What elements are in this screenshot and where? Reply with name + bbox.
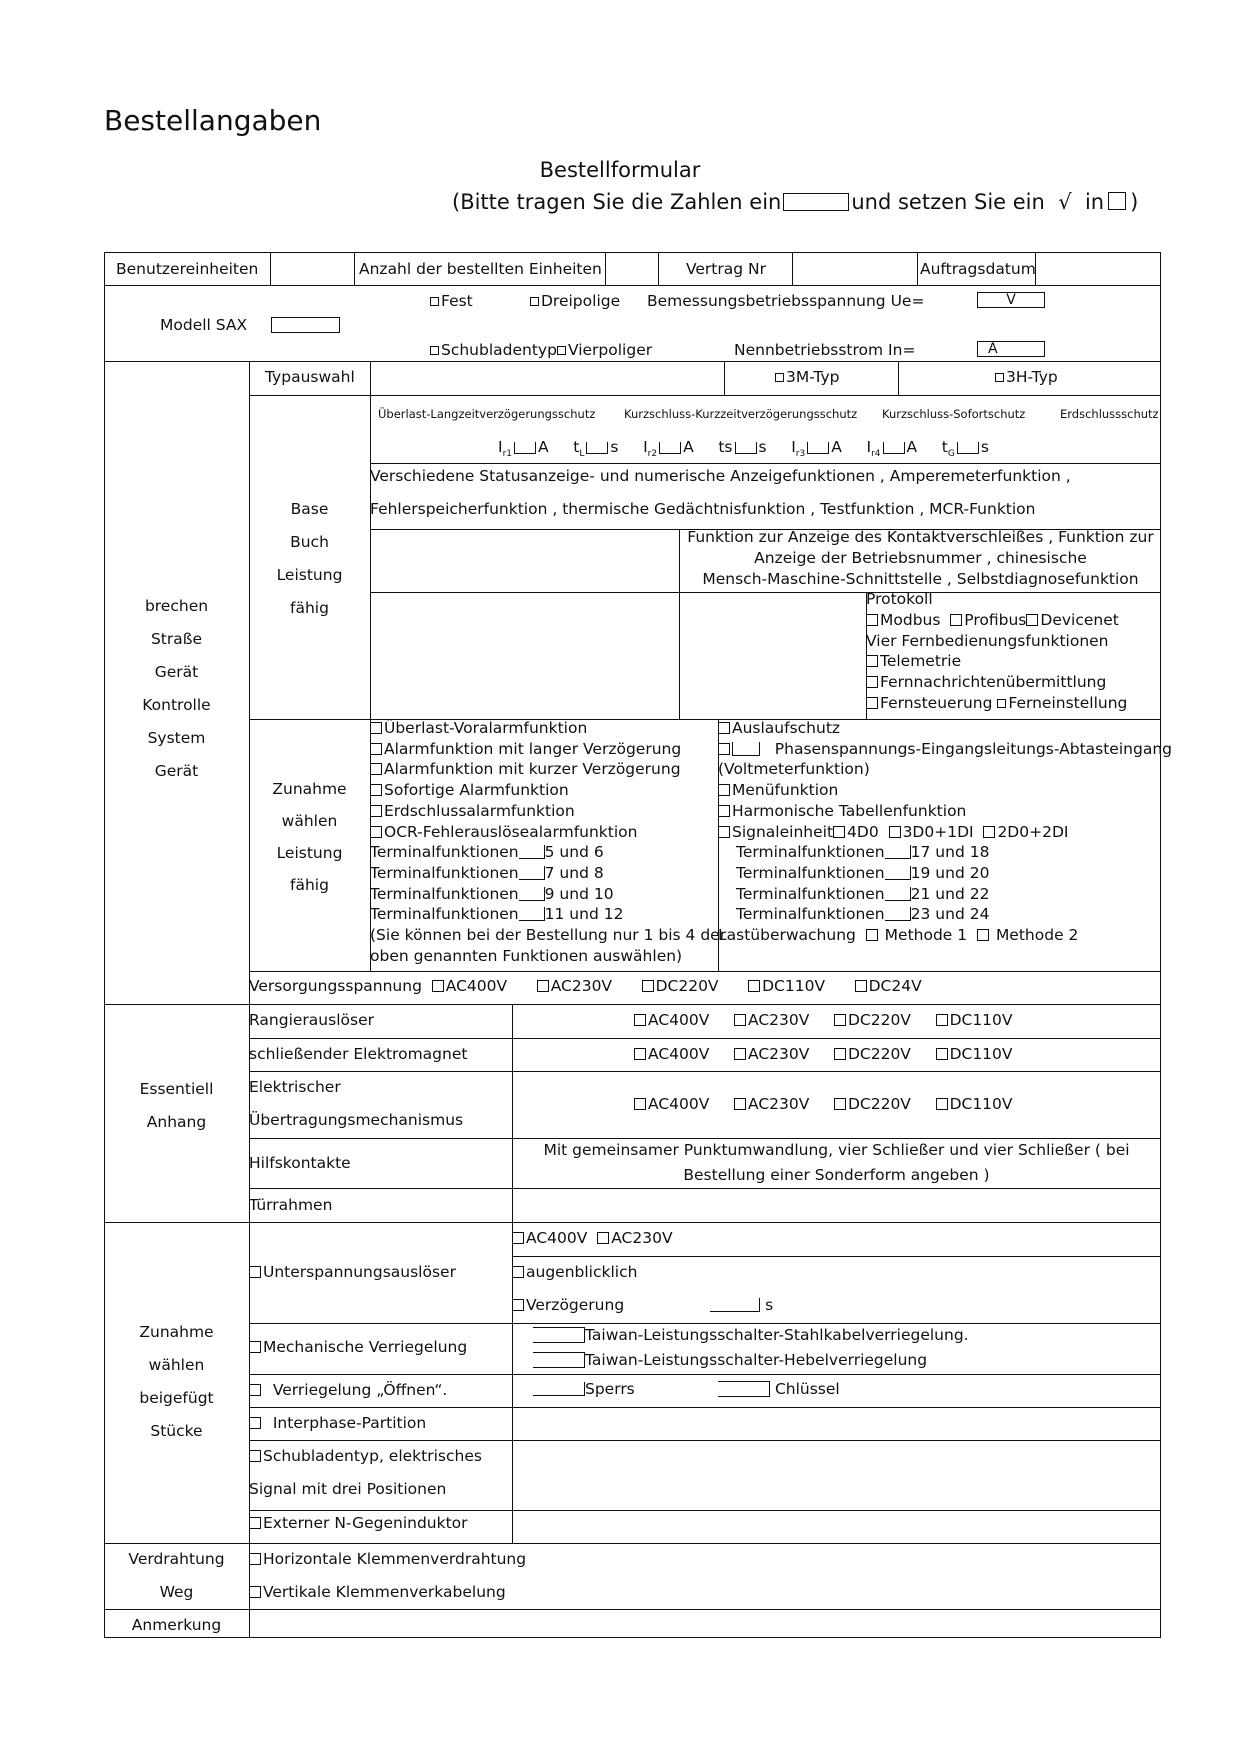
vertical-wiring-option[interactable]: Vertikale Klemmenverkabelung	[249, 1583, 506, 1602]
order-date-input[interactable]	[1037, 254, 1157, 283]
model-input[interactable]	[271, 317, 340, 333]
base-function-label: Base Buch Leistung fähig	[276, 500, 343, 617]
protocol-block	[866, 589, 1127, 714]
remote-setting-option: Ferneinstellung	[1008, 693, 1128, 712]
motor-mechanism-line1: Elektrischer	[249, 1078, 341, 1096]
modbus-option: Modbus	[880, 610, 941, 629]
checkbox-icon[interactable]	[634, 1048, 646, 1060]
checkbox-icon[interactable]	[249, 1517, 261, 1529]
checkbox-icon[interactable]	[866, 655, 878, 667]
tl-input[interactable]	[586, 442, 608, 454]
checkbox-icon[interactable]	[249, 1417, 261, 1429]
terminal-input[interactable]	[519, 907, 545, 921]
checkbox-icon[interactable]	[249, 1384, 261, 1396]
checkbox-icon[interactable]	[537, 980, 549, 992]
checkbox-icon[interactable]	[1026, 614, 1038, 626]
checkbox-icon[interactable]	[748, 980, 760, 992]
checkbox-icon[interactable]	[249, 1266, 261, 1278]
terminal-input[interactable]	[519, 887, 545, 901]
delay-input[interactable]	[710, 1298, 760, 1312]
lock-option[interactable]: Sperrs	[533, 1380, 635, 1399]
checkbox-icon[interactable]	[370, 826, 382, 838]
essential-side-label: Essentiell Anhang	[139, 1080, 214, 1131]
rated-voltage-label: Bemessungsbetriebsspannung Ue=	[647, 292, 925, 310]
checkbox-icon[interactable]	[775, 373, 784, 382]
remark-input[interactable]	[251, 1611, 1159, 1636]
external-n-option[interactable]: Externer N-Gegeninduktor	[249, 1514, 468, 1533]
checkbox-icon[interactable]	[370, 805, 382, 817]
checkbox-icon[interactable]	[995, 373, 1004, 382]
lever-interlock-option[interactable]: Taiwan-Leistungsschalter-Hebelverriegelung	[533, 1351, 927, 1370]
ir1-input[interactable]	[514, 442, 536, 454]
checkbox-icon[interactable]	[855, 980, 867, 992]
phase-input[interactable]	[732, 742, 760, 756]
protection-earth-fault: Erdschlussschutz	[1060, 407, 1159, 421]
door-frame-label: Türrahmen	[249, 1196, 333, 1214]
page-heading: Bestellangaben	[104, 104, 322, 137]
checkbox-icon[interactable]	[977, 929, 989, 941]
checkbox-sample-icon	[1108, 192, 1126, 210]
terminal-input[interactable]	[885, 887, 911, 901]
checkbox-icon[interactable]	[718, 722, 730, 734]
ir2-input[interactable]	[659, 442, 681, 454]
checkbox-icon[interactable]	[512, 1232, 524, 1244]
checkbox-icon[interactable]	[430, 297, 439, 306]
checkbox-icon[interactable]	[249, 1450, 261, 1462]
rated-current-label: Nennbetriebsstrom In=	[734, 341, 916, 359]
checkbox-icon[interactable]	[432, 980, 444, 992]
optional-left-list: Überlast-Voralarmfunktion Alarmfunktion mit langer Verzögerung Alarmfunktion mit kurzer Verzögerung Sofortige Alarmfunktion Erdschlussalarmfunktion OCR-Fehlerauslösealarmfunktion Terminalfunktionen 5 und 6 Terminalfunktionen 7 und 8 Terminalfunktionen 9 und 10 Terminalfunktionen 11 und 12 (Sie können bei der Bestellung nur 1 bis 4 der oben genannten Funktionen auswählen)	[370, 719, 727, 965]
status-functions-line1: Verschiedene Statusanzeige- und numerische Anzeigefunktionen , Amperemeterfunktion ,	[370, 467, 1071, 485]
shunt-release-label: Rangierauslöser	[249, 1011, 374, 1029]
checkbox-icon[interactable]	[834, 1098, 846, 1110]
terminal-input[interactable]	[885, 866, 911, 880]
instruction-part2: und setzen Sie ein	[851, 190, 1045, 214]
contract-no-input[interactable]	[794, 254, 914, 283]
fixed-option[interactable]: Fest	[430, 292, 473, 311]
order-date-label: Auftragsdatum	[920, 260, 1036, 278]
drawer-option[interactable]: Schubladentyp Vierpoliger	[430, 341, 652, 360]
type-select-label: Typauswahl	[265, 368, 355, 386]
checkbox-icon[interactable]	[512, 1299, 524, 1311]
delay-option[interactable]: Verzögerung s	[512, 1296, 773, 1315]
checkbox-icon[interactable]	[642, 980, 654, 992]
model-label: Modell SAX	[160, 316, 248, 334]
telemetry-option: Telemetrie	[880, 652, 962, 671]
terminal-input[interactable]	[519, 845, 545, 859]
undervoltage-option[interactable]: Unterspannungsauslöser	[249, 1263, 456, 1282]
contract-no-label: Vertrag Nr	[686, 260, 766, 278]
checkbox-icon[interactable]	[866, 676, 878, 688]
ts-input[interactable]	[735, 442, 757, 454]
checkbox-icon[interactable]	[634, 1014, 646, 1026]
checkbox-icon[interactable]	[936, 1048, 948, 1060]
user-units-input[interactable]	[272, 254, 352, 283]
tg-input[interactable]	[957, 442, 979, 454]
checkbox-icon[interactable]	[557, 346, 566, 355]
checkbox-icon[interactable]	[889, 826, 901, 838]
drawer-signal-line2: Signal mit drei Positionen	[249, 1480, 447, 1498]
optional-function-label: Zunahme wählen Leistung fähig	[272, 780, 347, 894]
checkbox-icon[interactable]	[734, 1014, 746, 1026]
terminal-input[interactable]	[885, 845, 911, 859]
shunt-voltage-options: AC400V AC230V DC220V DC110V	[634, 1011, 1013, 1030]
rated-voltage-input[interactable]: V	[977, 292, 1045, 308]
checkbox-icon[interactable]	[718, 826, 730, 838]
horizontal-wiring-option[interactable]: Horizontale Klemmenverdrahtung	[249, 1550, 526, 1569]
checkbox-icon[interactable]	[370, 763, 382, 775]
checkbox-icon[interactable]	[734, 1098, 746, 1110]
terminal-input[interactable]	[885, 907, 911, 921]
checkbox-icon[interactable]	[834, 1014, 846, 1026]
protection-instant: Kurzschluss-Sofortschutz	[882, 407, 1026, 421]
lock-input[interactable]	[533, 1382, 585, 1396]
checkbox-icon[interactable]	[997, 699, 1006, 708]
protection-short-delay: Kurzschluss-Kurzzeitverzögerungsschutz	[624, 407, 858, 421]
wear-functions: Funktion zur Anzeige des Kontaktverschleißes , Funktion zur Anzeige der Betriebsnummer , chinesische Mensch-Maschine-Schnittstelle , Selbstdiagnosefunktion	[687, 528, 1154, 588]
remote-control-option: Fernsteuerung	[880, 693, 993, 712]
ir4-input[interactable]	[883, 442, 905, 454]
interphase-option[interactable]: Interphase-Partition	[249, 1414, 426, 1433]
lever-interlock-input[interactable]	[533, 1352, 585, 1368]
instant-option[interactable]: augenblicklich	[512, 1263, 637, 1282]
number-blank-sample	[783, 193, 849, 211]
protection-long-delay: Überlast-Langzeitverzögerungsschutz	[378, 407, 596, 421]
checkbox-icon[interactable]	[950, 614, 962, 626]
selection-note-line1: (Sie können bei der Bestellung nur 1 bis 4 der	[370, 926, 727, 945]
optional-right-list: Auslaufschutz Phasenspannungs-Eingangsleitungs-Abtasteingang (Voltmeterfunktion) Menüfunktion Harmonische Tabellenfunktion Signaleinheit 4D0 3D0+1DI 2D0+2DI Terminalfunktionen 17 und 18 Terminalfunktionen 19 und 20 Terminalfunktionen 21 und 22 Terminalfunktionen 23 und 24 Lastüberwachung Methode 1 Methode 2	[718, 719, 1172, 945]
aux-contacts-label: Hilfskontakte	[249, 1154, 351, 1172]
checkbox-icon[interactable]	[936, 1098, 948, 1110]
open-lock-option[interactable]: Verriegelung „Öffnen“.	[249, 1381, 447, 1400]
type-3m-option[interactable]: 3M-Typ	[775, 368, 839, 387]
checkbox-icon[interactable]	[833, 826, 845, 838]
three-pole-option[interactable]: Dreipolige	[530, 292, 620, 311]
aux-contacts-text: Mit gemeinsamer Punktumwandlung, vier Schließer und vier Schließer ( bei Bestellung einer Sonderform angeben )	[543, 1141, 1130, 1184]
controller-side-label: brechen Straße Gerät Kontrolle System Gerät	[142, 597, 211, 780]
checkbox-icon[interactable]	[530, 297, 539, 306]
key-option[interactable]: Chlüssel	[718, 1380, 840, 1399]
checkbox-icon[interactable]	[866, 697, 878, 709]
closing-magnet-label: schließender Elektromagnet	[249, 1045, 468, 1063]
checkbox-icon[interactable]	[249, 1341, 261, 1353]
user-units-label: Benutzereinheiten	[116, 260, 259, 278]
undervoltage-voltage: AC400V AC230V	[512, 1229, 673, 1248]
ir3-input[interactable]	[807, 442, 829, 454]
selection-note-line2: oben genannten Funktionen auswählen)	[370, 946, 683, 965]
instruction-part4: )	[1130, 190, 1139, 214]
rated-current-input[interactable]: A	[977, 341, 1045, 357]
checkbox-icon[interactable]	[718, 805, 730, 817]
devicenet-option: Devicenet	[1040, 610, 1119, 629]
checkmark-icon: √	[1058, 190, 1072, 214]
instruction-part3: in	[1084, 190, 1105, 214]
checkbox-icon[interactable]	[597, 1232, 609, 1244]
checkbox-icon[interactable]	[249, 1586, 261, 1598]
protocol-label: Protokoll	[866, 590, 933, 608]
checkbox-icon[interactable]	[512, 1266, 524, 1278]
supply-voltage-row: Versorgungsspannung AC400V AC230V DC220V DC110V DC24V	[249, 977, 922, 995]
cable-interlock-input[interactable]	[533, 1327, 585, 1343]
instruction-line	[452, 190, 1138, 214]
checkbox-icon[interactable]	[718, 784, 730, 796]
accessories-side-label: Zunahme wählen beigefügt Stücke	[139, 1323, 214, 1440]
key-input[interactable]	[718, 1381, 770, 1397]
checkbox-icon[interactable]	[983, 826, 995, 838]
motor-voltage-options: AC400V AC230V DC220V DC110V	[634, 1095, 1013, 1114]
checkbox-icon[interactable]	[370, 743, 382, 755]
terminal-input[interactable]	[519, 866, 545, 880]
checkbox-icon[interactable]	[866, 614, 878, 626]
remote-signal-option: Fernnachrichtenübermittlung	[880, 673, 1107, 692]
units-ordered-label: Anzahl der bestellten Einheiten	[359, 260, 602, 278]
drawer-signal-option[interactable]: Schubladentyp, elektrisches	[249, 1447, 482, 1466]
checkbox-icon[interactable]	[634, 1098, 646, 1110]
profibus-option: Profibus	[964, 610, 1027, 629]
form-title: Bestellformular	[539, 158, 701, 182]
remote-four-label: Vier Fernbedienungsfunktionen	[866, 631, 1109, 650]
status-functions-line2: Fehlerspeicherfunktion , thermische Gedächtnisfunktion , Testfunktion , MCR-Funktion	[370, 500, 1036, 518]
checkbox-icon[interactable]	[866, 929, 878, 941]
checkbox-icon[interactable]	[936, 1014, 948, 1026]
checkbox-icon[interactable]	[370, 784, 382, 796]
closing-voltage-options: AC400V AC230V DC220V DC110V	[634, 1045, 1013, 1064]
remark-label: Anmerkung	[131, 1616, 222, 1634]
units-ordered-input[interactable]	[607, 254, 656, 283]
motor-mechanism-line2: Übertragungsmechanismus	[249, 1111, 464, 1129]
wiring-side-label: Verdrahtung Weg	[128, 1550, 225, 1601]
checkbox-icon[interactable]	[370, 722, 382, 734]
mech-interlock-option[interactable]: Mechanische Verriegelung	[249, 1338, 467, 1357]
checkbox-icon[interactable]	[718, 743, 730, 755]
checkbox-icon[interactable]	[834, 1048, 846, 1060]
checkbox-icon[interactable]	[734, 1048, 746, 1060]
four-pole-option: Vierpoliger	[567, 341, 653, 359]
checkbox-icon[interactable]	[249, 1553, 261, 1565]
cable-interlock-option[interactable]: Taiwan-Leistungsschalter-Stahlkabelverriegelung.	[533, 1326, 969, 1345]
setting-params[interactable]: $I_{r1}$ A $t_L$ s $I_{r2}$ A ts s $I_{r3}$ A $I_{r4}$ A $t_G$ s	[498, 438, 989, 460]
checkbox-icon[interactable]	[430, 346, 439, 355]
instruction-part1: (Bitte tragen Sie die Zahlen ein	[452, 190, 782, 214]
type-3h-option[interactable]: 3H-Typ	[995, 368, 1058, 387]
